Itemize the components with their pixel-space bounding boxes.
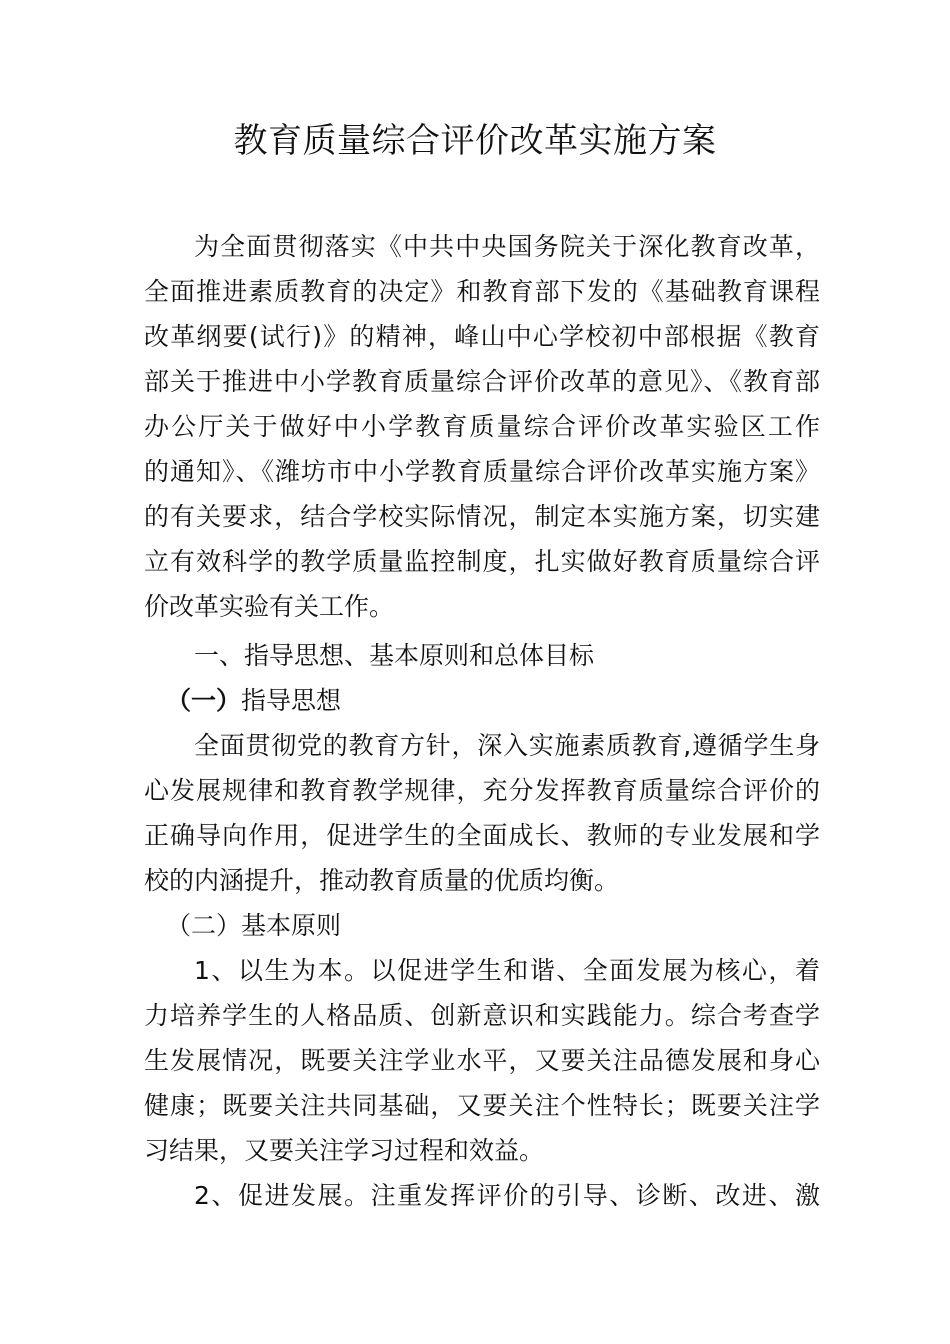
document-title: 教育质量综合评价改革实施方案 [233,121,717,161]
text-line: 全面推进素质教育的决定》和教育部下发的《基础教育课程 [144,277,820,306]
text-line: 生发展情况，既要关注学业水平，又要关注品德发展和身心 [144,1046,820,1075]
text-line: 部关于推进中小学教育质量综合评价改革的意见》、《教育部 [144,367,820,396]
principle-1-paragraph [144,948,820,1173]
principle-2-paragraph [144,1173,820,1218]
text-line: 的有关要求，结合学校实际情况，制定本实施方案，切实建 [144,502,820,531]
intro-paragraph [144,224,820,629]
subsection-heading-guiding [144,678,820,723]
text-line: 价改革实验有关工作。 [144,592,395,621]
text-line: 校的内涵提升，推动教育质量的优质均衡。 [144,866,620,895]
subsection-marker: （一） [166,686,242,715]
text-line: 为全面贯彻落实《中共中央国务院关于深化教育改革， [194,232,820,261]
guiding-paragraph [144,723,820,903]
text-line: 全面贯彻党的教育方针，深入实施素质教育,遵循学生身 [194,731,820,760]
text-line: 的通知》、《潍坊市中小学教育质量综合评价改革实施方案》 [144,457,820,486]
text-line: 办公厅关于做好中小学教育质量综合评价改革实验区工作 [144,412,820,441]
text-line: 心发展规律和教育教学规律，充分发挥教育质量综合评价的 [144,776,820,805]
document-body [144,224,820,1218]
text-line: 正确导向作用，促进学生的全面成长、教师的专业发展和学 [144,821,820,850]
text-line: 1、以生为本。以促进学生和谐、全面发展为核心，着 [194,956,820,985]
text-line: 2、促进发展。注重发挥评价的引导、诊断、改进、激 [194,1181,820,1210]
section-heading: 一、指导思想、基本原则和总体目标 [194,641,595,670]
text-line: 力培养学生的人格品质、创新意识和实践能力。综合考查学 [144,1001,820,1030]
subsection-label: 指导思想 [241,686,342,715]
text-line: 健康；既要关注共同基础，又要关注个性特长；既要关注学 [144,1091,820,1120]
subsection-heading-principles: （二）基本原则 [166,911,342,940]
text-line: 习结果，又要关注学习过程和效益。 [144,1136,545,1165]
text-line: 改革纲要(试行)》的精神，峰山中心学校初中部根据《教育 [144,322,820,351]
text-line: 立有效科学的教学质量监控制度，扎实做好教育质量综合评 [144,547,820,576]
